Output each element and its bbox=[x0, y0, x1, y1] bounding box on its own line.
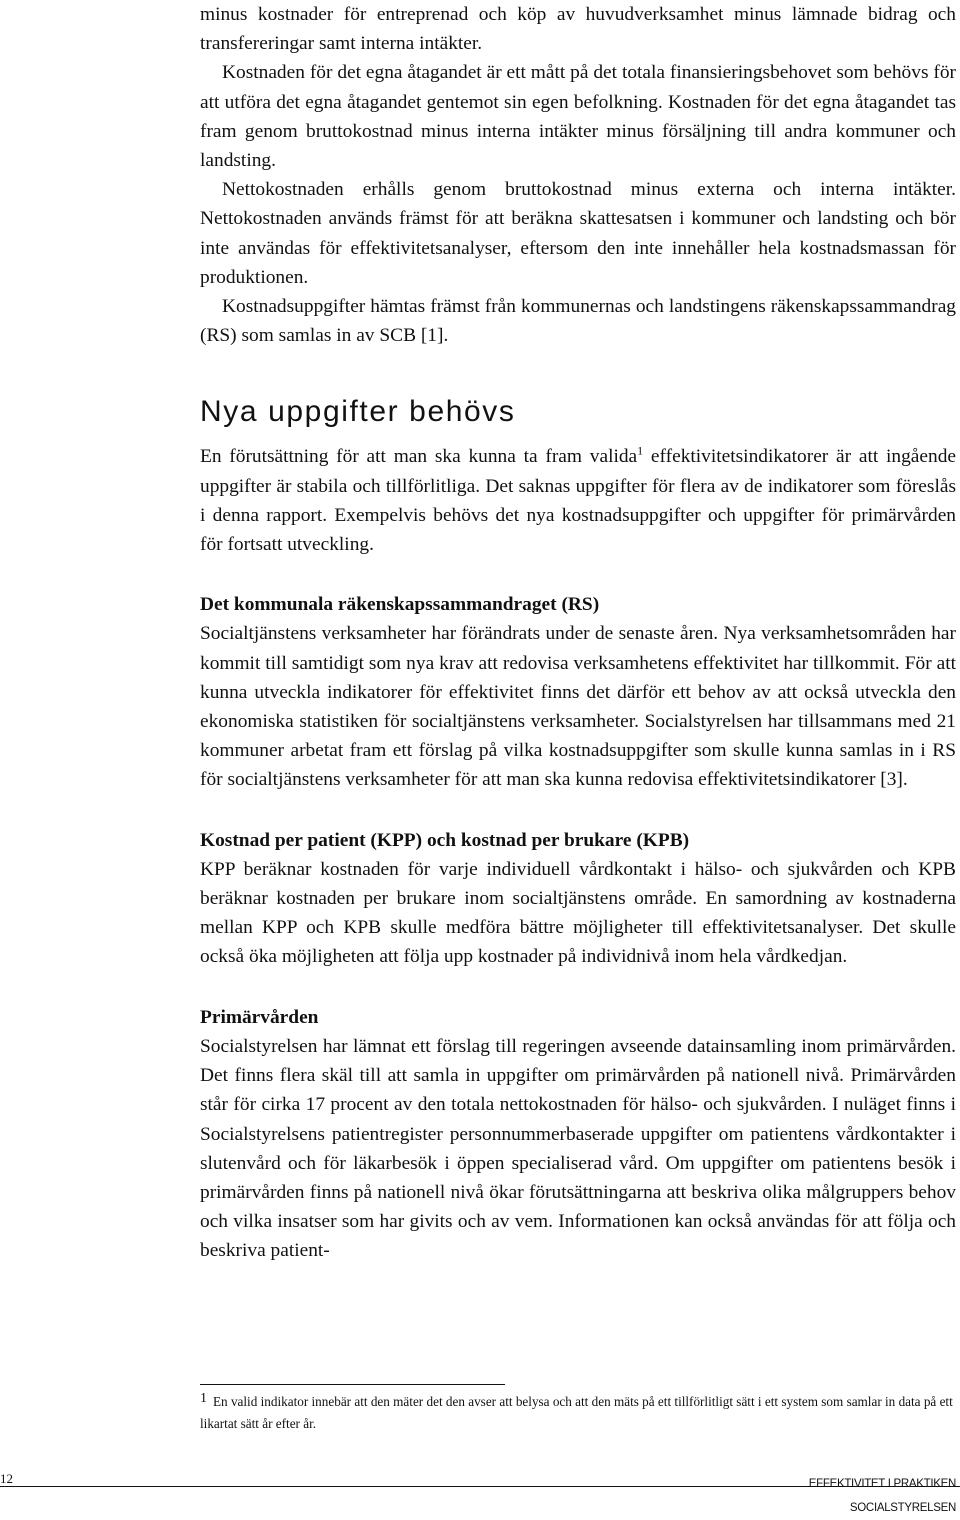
publisher-name: SOCIALSTYRELSEN bbox=[849, 1502, 956, 1514]
paragraph-kpp: KPP beräknar kostnaden för varje individuell vårdkontakt i hälso- och sjukvården och KPB beräknar kostnaden per brukare inom socialtjänstens område. En samordning av kostnaderna mellan KPP och KPB skulle medföra bättre möjligheter till effektivitetsanalyser. Det skulle också öka möjligheten att följa upp kostnader på individnivå inom hela vårdkedjan. bbox=[200, 858, 956, 968]
report-title: EFFEKTIVITET I PRAKTIKEN bbox=[808, 1478, 956, 1490]
subheading-rs: Det kommunala räkenskapssammandraget (RS) bbox=[200, 594, 600, 616]
subheading-kpp: Kostnad per patient (KPP) och kostnad per brukare (KPB) bbox=[200, 829, 690, 851]
footnote-text: En valid indikator innebär att den mäter det den avser att belysa och att den mäts på ett tillförlitligt sätt i ett system som samlar in data på ett likartat sätt år efter år. bbox=[200, 1394, 953, 1431]
footnote-reference: 1 bbox=[637, 443, 644, 458]
intro-text-end: effektivitetsindikatorer är att ingående uppgifter är stabila och tillförlitliga. Det saknas uppgifter för flera av de indikatorer som föreslås i denna rapport. Exempelvis behövs det nya kostnadsuppgifter och uppgifter för primärvården för fortsatt utveckling. bbox=[200, 446, 956, 556]
subheading-primarvarden: Primärvården bbox=[200, 1006, 319, 1028]
section-intro-paragraph bbox=[200, 442, 956, 559]
section-heading: Nya uppgifter behövs bbox=[200, 395, 516, 429]
page-body bbox=[200, 0, 956, 1266]
paragraph-egna-atagandet: Kostnaden för det egna åtagandet är ett mått på det totala finansieringsbehovet som behövs för att utföra det egna åtagandet gentemot sin egen befolkning. Kostnaden för det egna åtagandet tas fram genom bruttokostnad minus interna intäkter minus försäljning till andra kommuner och landsting. bbox=[200, 62, 956, 172]
intro-text-start: En förutsättning för att man ska kunna ta fram valida bbox=[200, 446, 638, 468]
page-number: 12 bbox=[0, 1471, 13, 1486]
footnote-number: 1 bbox=[200, 1391, 207, 1406]
footnote bbox=[200, 1391, 956, 1434]
running-footer bbox=[809, 1472, 956, 1520]
paragraph-definition-continued: minus kostnader för entreprenad och köp av huvudverksamhet minus lämnade bidrag och transfereringar samt interna intäkter. bbox=[200, 4, 956, 55]
paragraph-rs: Socialtjänstens verksamheter har förändrats under de senaste åren. Nya verksamhetsområden har kommit till samtidigt som nya krav att redovisa verksamhetens effektivitet har tillkommit. För att kunna utveckla indikatorer för effektivitet finns det därför ett behov av att också utveckla den ekonomiska statistiken för socialtjänstens verksamheter. Socialstyrelsen har tillsammans med 21 kommuner arbetat fram ett förslag på vilka kostnadsuppgifter som skulle kunna samlas in i RS för socialtjänstens verksamheter för att man ska kunna redovisa effektivitetsindikatorer [3]. bbox=[200, 623, 956, 791]
paragraph-kostnadsuppgifter: Kostnadsuppgifter hämtas främst från kommunernas och landstingens räkenskapssammandrag (RS) som samlas in av SCB [1]. bbox=[200, 296, 956, 347]
paragraph-nettokostnad: Nettokostnaden erhålls genom bruttokostnad minus externa och interna intäkter. Nettokostnaden används främst för att beräkna skattesatsen i kommuner och landsting och bör inte användas för effektivitetsanalyser, eftersom den inte innehåller hela kostnadsmassan för produktionen. bbox=[200, 179, 956, 288]
paragraph-primarvarden: Socialstyrelsen har lämnat ett förslag till regeringen avseende datainsamling inom primärvården. Det finns flera skäl till att samla in uppgifter om primärvården på nationell nivå. Primärvården står för cirka 17 procent av den totala nettokostnaden för hälso- och sjukvården. I nuläget finns i Socialstyrelsens patientregister personnummerbaserade uppgifter om patientens vårdkontakter i slutenvård och för läkarbesök i öppen specialiserad vård. Om uppgifter om patientens besök i primärvården finns på nationell nivå ökar förutsättningarna att beskriva olika målgruppers behov och vilka insatser som har givits och av vem. Informationen kan också användas för att följa och beskriva patient- bbox=[200, 1035, 956, 1262]
footnote-divider bbox=[200, 1384, 505, 1385]
